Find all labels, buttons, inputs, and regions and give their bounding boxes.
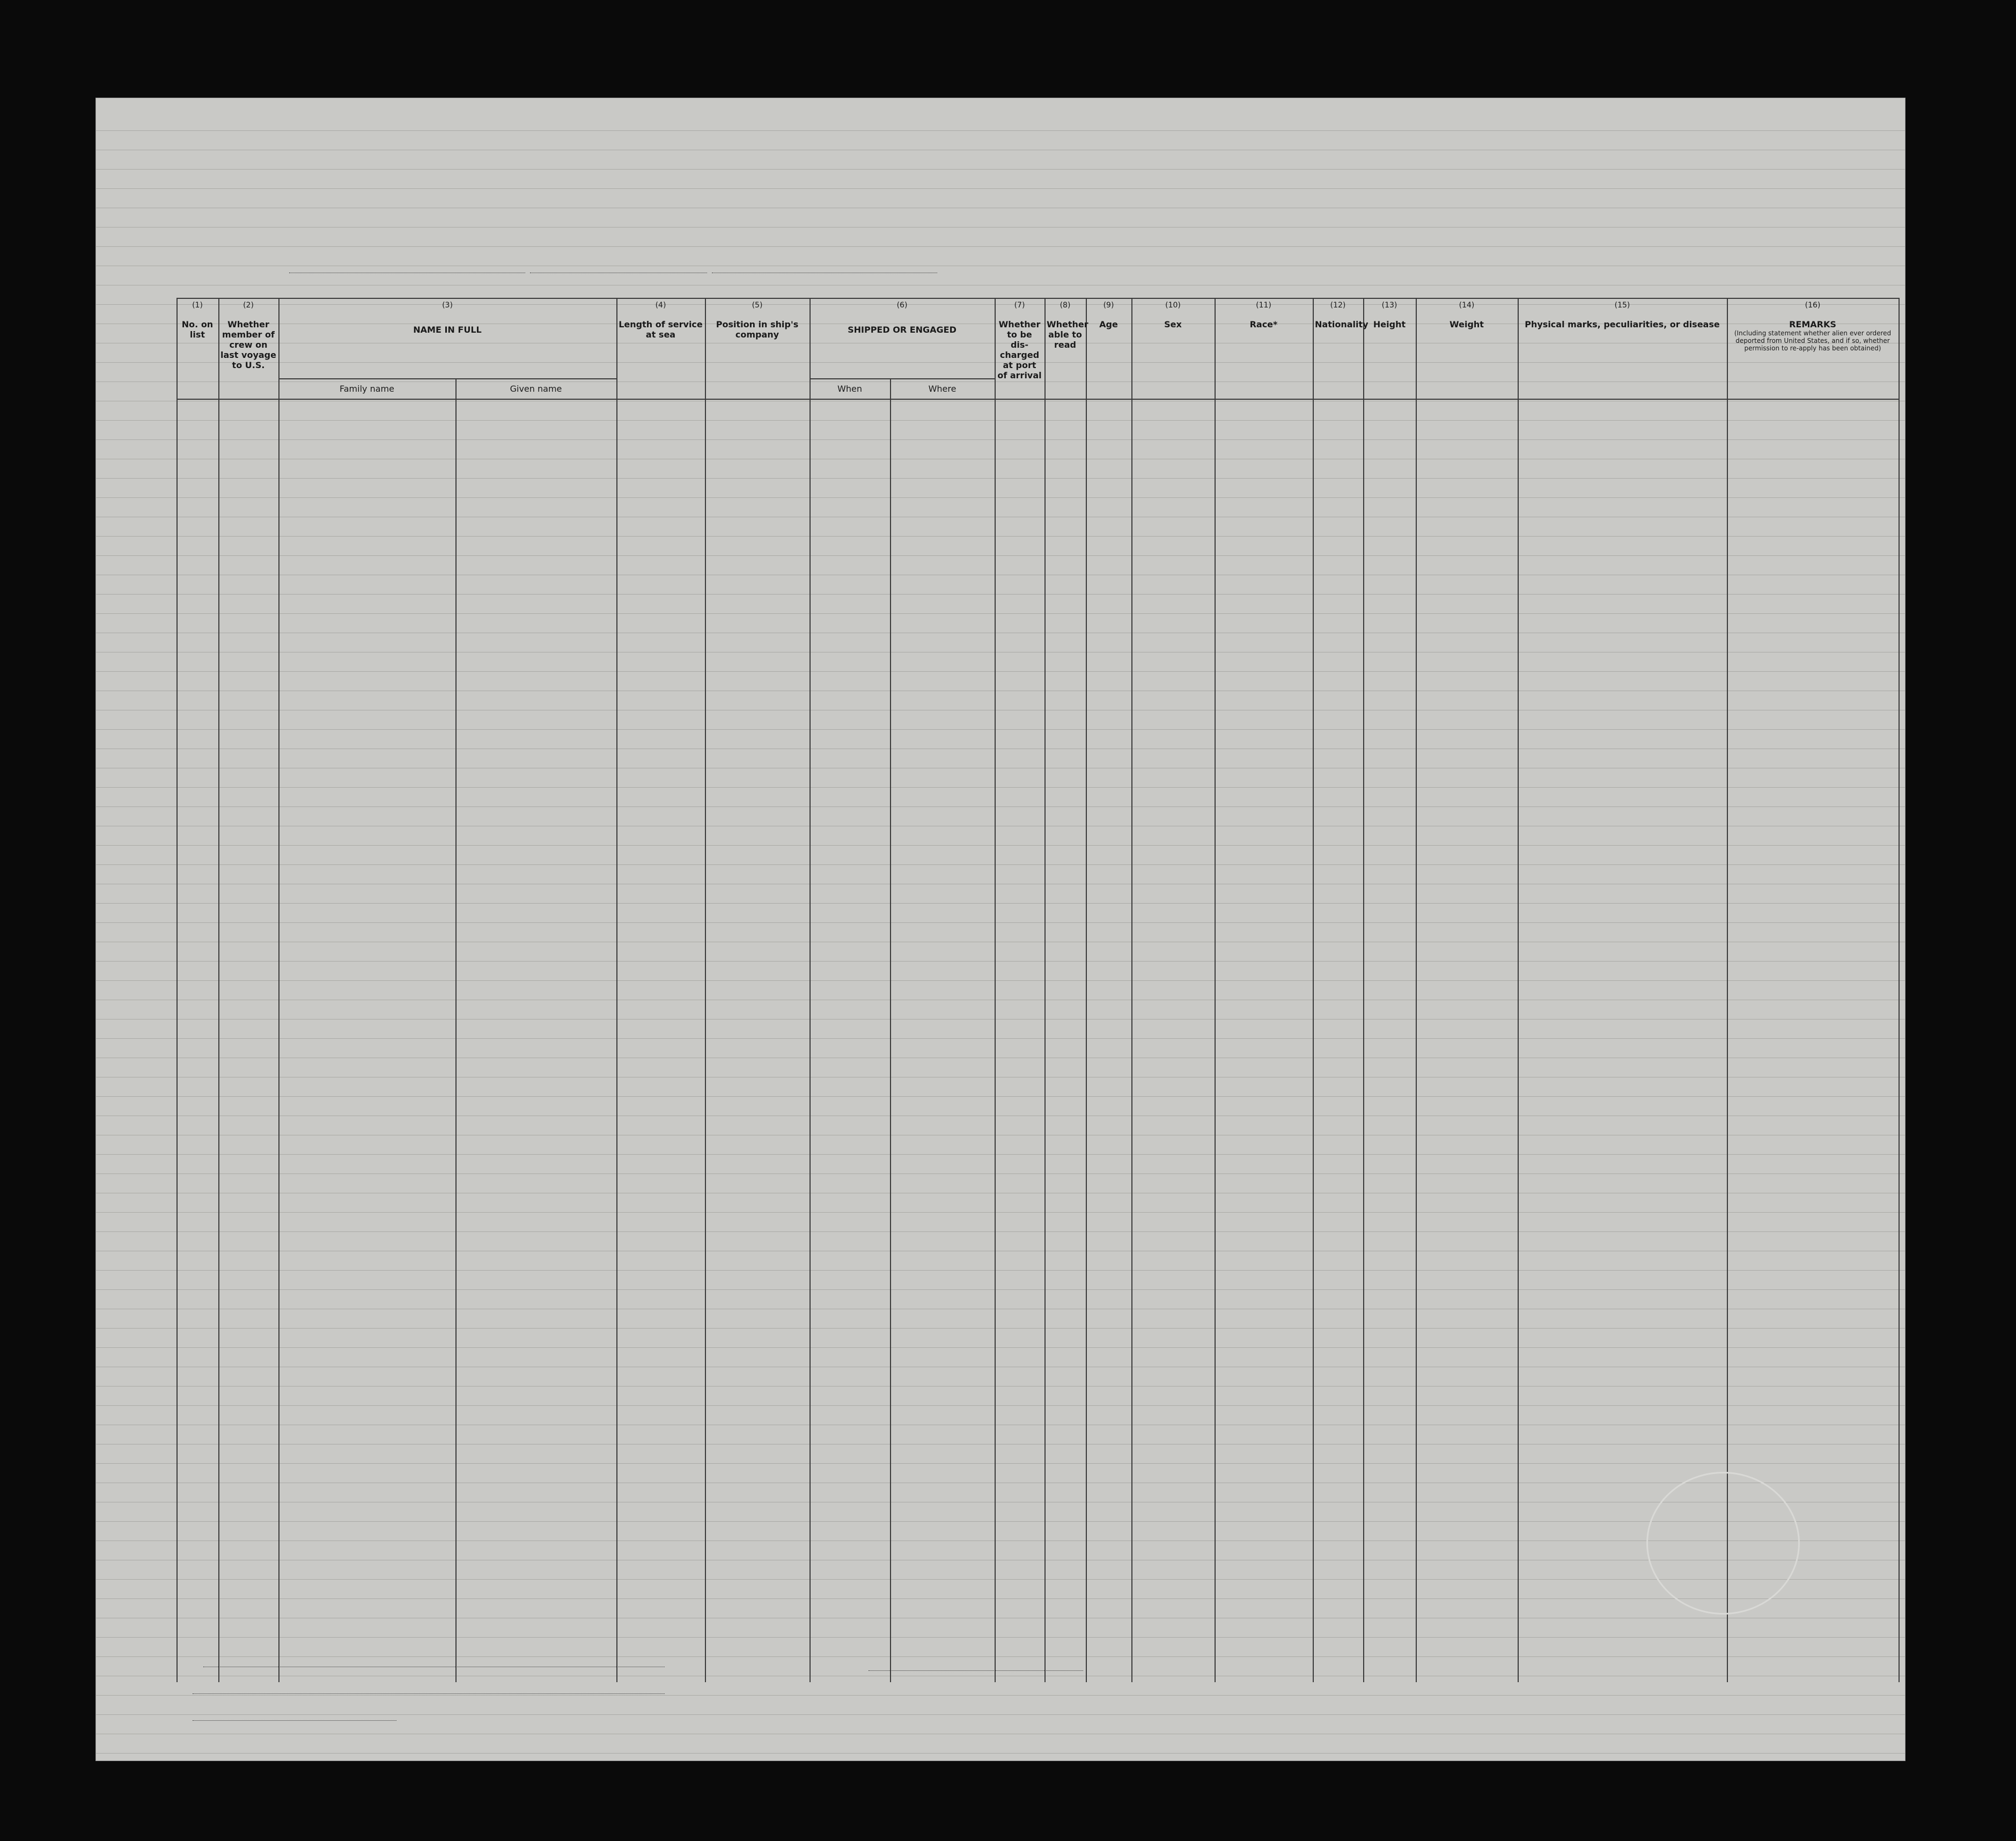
column-divider xyxy=(176,298,178,1682)
header-bottom-border xyxy=(176,399,1899,400)
column-number: (3) xyxy=(442,301,453,310)
column-subheader: Where xyxy=(928,384,957,394)
ruling-line xyxy=(96,1753,1905,1754)
embossed-seal xyxy=(1646,1472,1800,1615)
column-header: Whether member of crew on last voyage to U.S. xyxy=(220,319,276,370)
column-number: (16) xyxy=(1805,301,1821,310)
column-divider xyxy=(1518,298,1519,1682)
column-divider xyxy=(1215,298,1216,1682)
ruling-line xyxy=(96,227,1905,228)
column-divider xyxy=(1899,298,1900,1682)
column-divider xyxy=(810,298,811,1682)
column-header: Sex xyxy=(1164,319,1182,329)
subheader-divider xyxy=(278,378,616,379)
footer-agents xyxy=(182,1711,396,1724)
column-header: Height xyxy=(1373,319,1406,329)
column-divider xyxy=(218,298,219,1682)
column-header: Weight xyxy=(1450,319,1484,329)
column-number: (7) xyxy=(1014,301,1025,310)
ruling-line xyxy=(96,188,1905,189)
column-header: Nationality xyxy=(1315,319,1368,329)
column-divider xyxy=(1363,298,1364,1682)
column-number: (9) xyxy=(1103,301,1114,310)
column-subheader: Given name xyxy=(510,384,562,394)
column-divider xyxy=(995,298,996,1682)
column-header: SHIPPED OR ENGAGED xyxy=(848,325,957,335)
column-header: NAME IN FULL xyxy=(413,325,482,335)
column-number: (4) xyxy=(655,301,666,310)
column-number: (10) xyxy=(1165,301,1181,310)
column-number: (1) xyxy=(192,301,203,310)
column-header: Whether to be dis-charged at port of arrival xyxy=(997,319,1042,380)
column-divider xyxy=(278,298,279,1682)
column-header: REMARKS (Including statement whether alien ever ordered deported from United States, and if so, whether permission to re-apply has been obtained) xyxy=(1734,319,1892,352)
column-header: Position in ship's company xyxy=(716,319,799,340)
column-header: Physical marks, peculiarities, or disease xyxy=(1525,319,1720,329)
column-divider xyxy=(1313,298,1314,1682)
column-divider xyxy=(1131,298,1132,1682)
header-top-border xyxy=(176,298,1899,299)
manifest-sheet xyxy=(95,98,1905,1761)
column-number: (6) xyxy=(896,301,908,310)
footer-owners xyxy=(182,1684,665,1697)
column-number: (15) xyxy=(1614,301,1630,310)
column-divider xyxy=(616,298,617,1682)
column-number: (11) xyxy=(1256,301,1271,310)
column-divider xyxy=(1086,298,1087,1682)
column-number: (5) xyxy=(752,301,763,310)
ruling-line xyxy=(96,169,1905,170)
column-header: Whether able to read xyxy=(1047,319,1088,350)
column-subheader: When xyxy=(837,384,862,394)
voyage-line xyxy=(289,254,943,278)
ruling-line xyxy=(96,130,1905,131)
column-number: (8) xyxy=(1059,301,1071,310)
column-divider xyxy=(1416,298,1417,1682)
column-number: (2) xyxy=(243,301,254,310)
crew-table xyxy=(176,298,1899,1682)
column-header: Age xyxy=(1099,319,1118,329)
ruling-line xyxy=(96,246,1905,247)
subheader-divider xyxy=(810,378,995,379)
footer-line xyxy=(182,1657,665,1670)
column-subheader: Family name xyxy=(340,384,394,394)
column-divider xyxy=(705,298,706,1682)
column-number: (14) xyxy=(1459,301,1475,310)
column-divider xyxy=(455,378,457,1682)
column-header: Length of service at sea xyxy=(619,319,703,340)
column-header: No. on list xyxy=(181,319,214,340)
column-header: Race* xyxy=(1249,319,1278,329)
column-divider xyxy=(890,378,891,1682)
column-number: (12) xyxy=(1330,301,1346,310)
column-divider xyxy=(1044,298,1046,1682)
inspector-signature-block xyxy=(761,1670,1083,1671)
column-number: (13) xyxy=(1381,301,1397,310)
